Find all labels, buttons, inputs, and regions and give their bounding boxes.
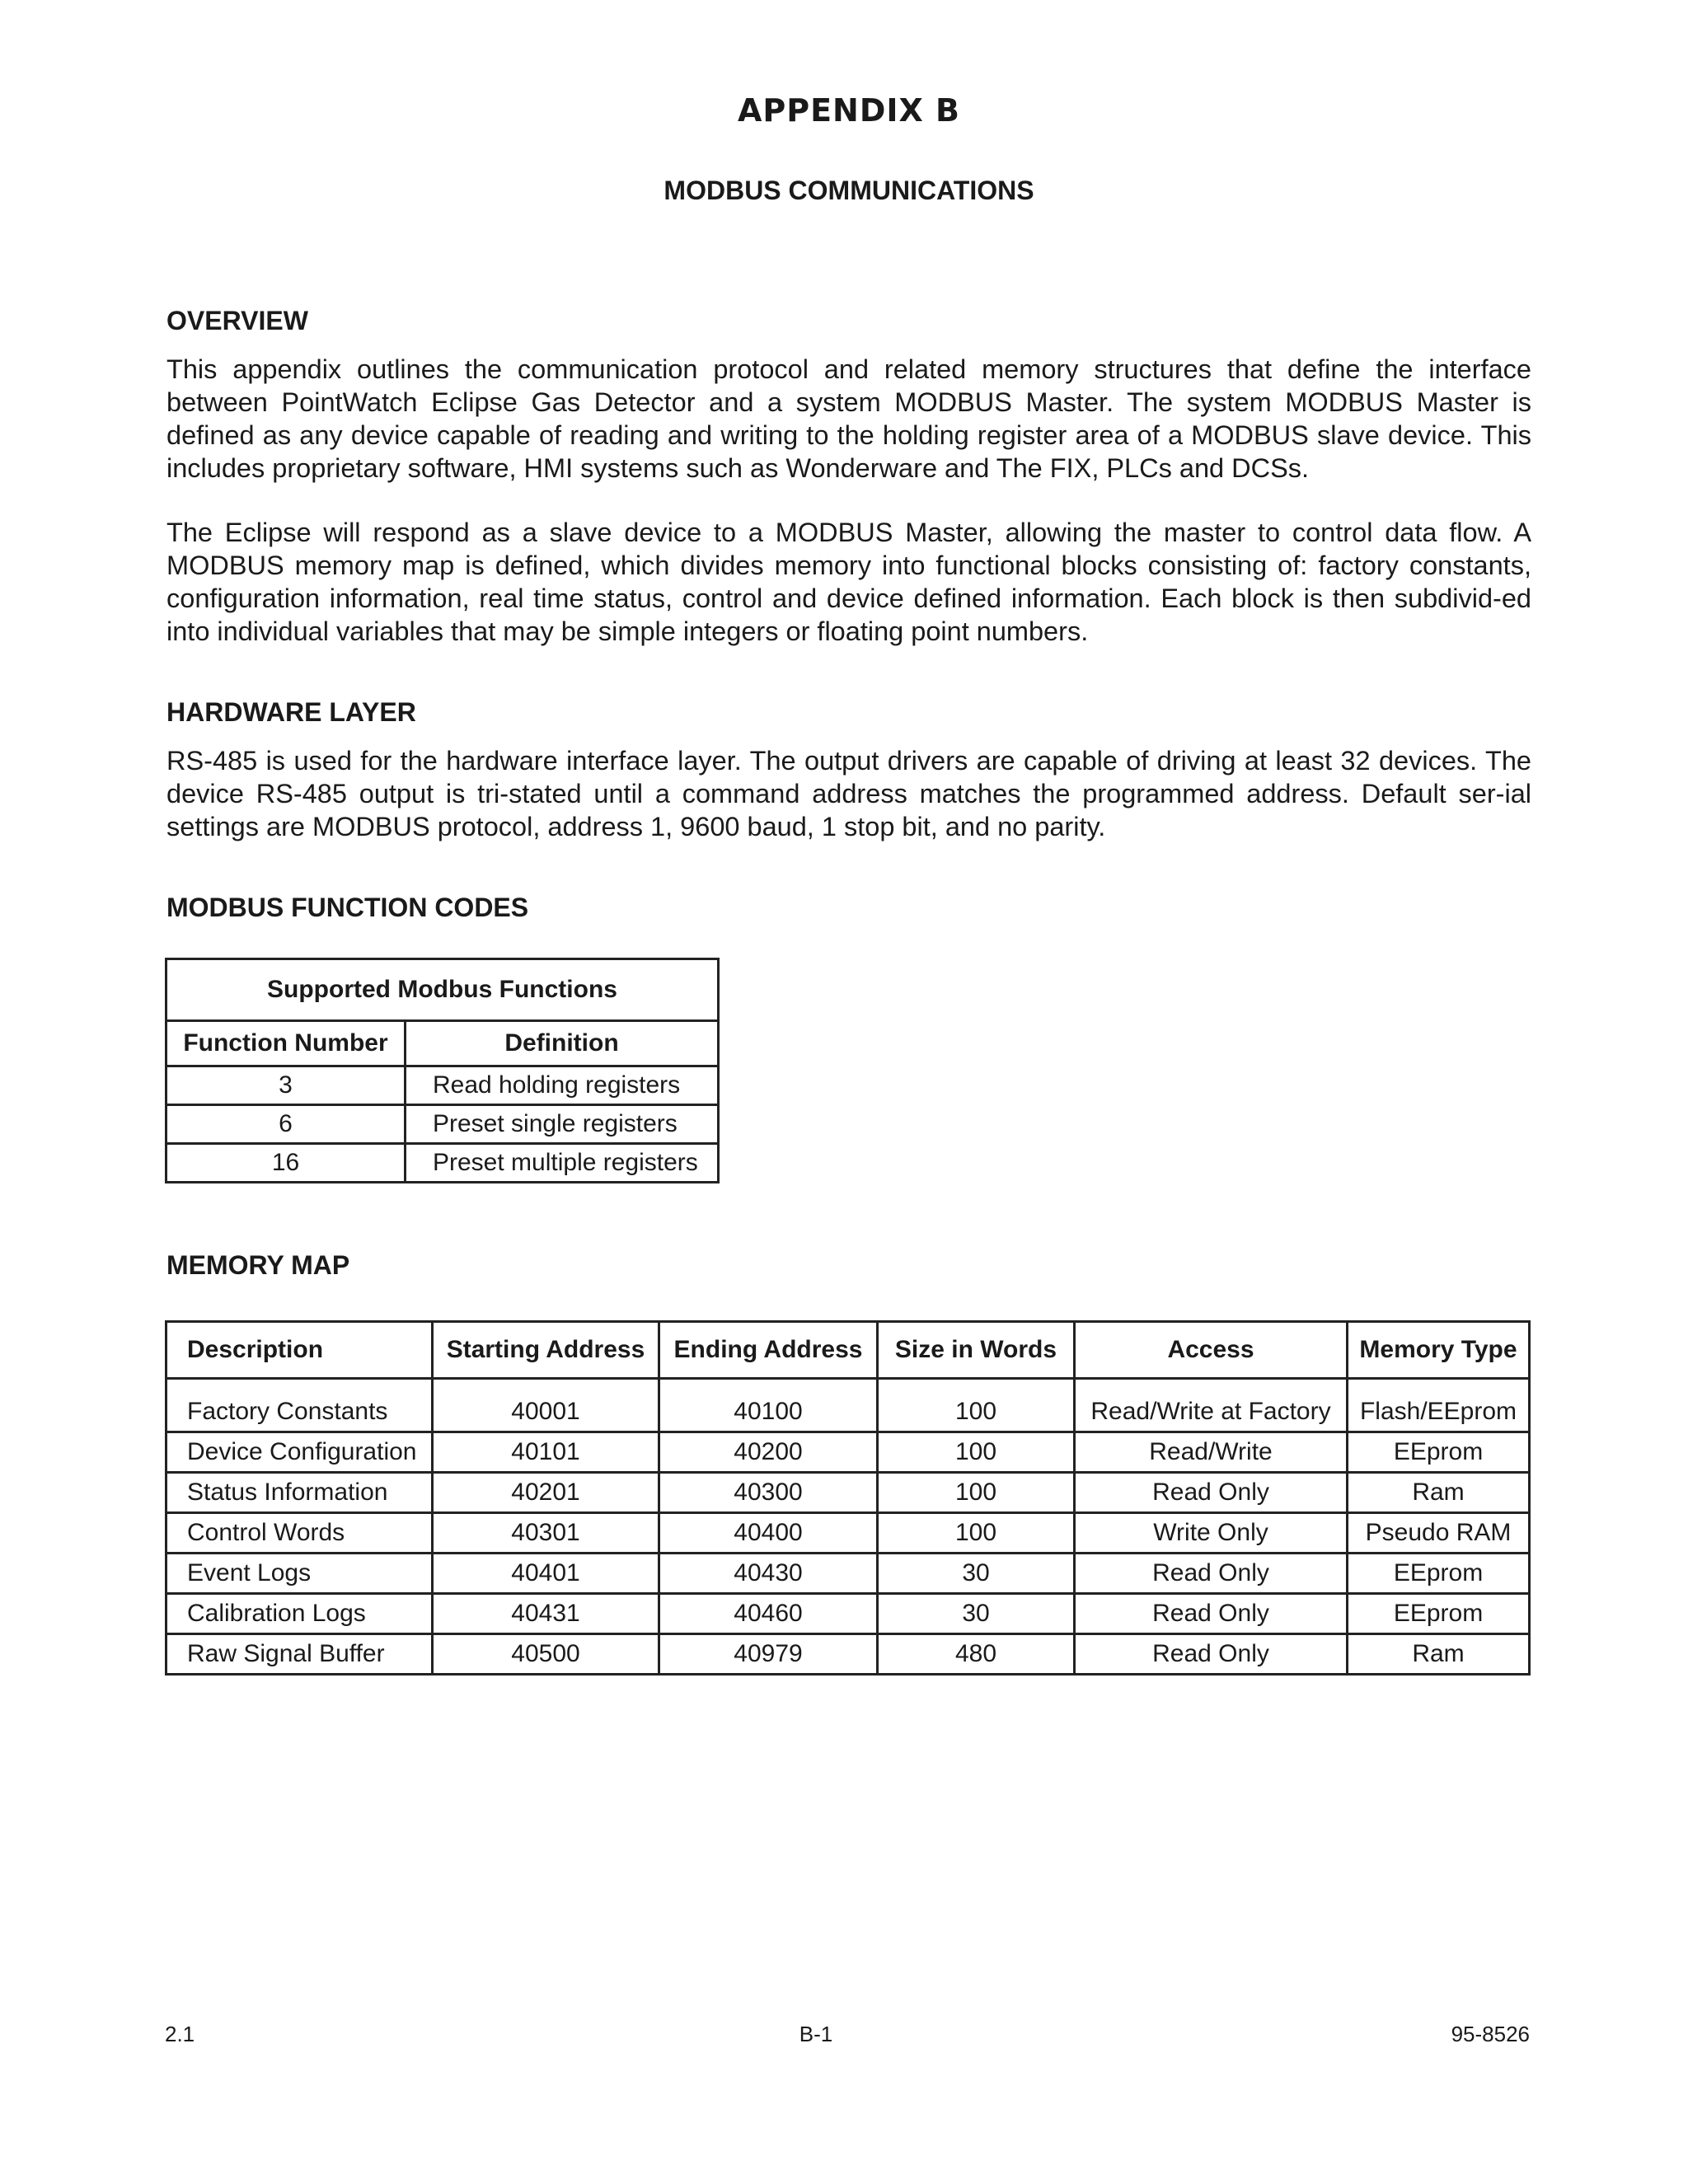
table-row <box>166 1066 719 1105</box>
size-cell: 100 <box>878 1379 1075 1432</box>
memory-type-cell: EEprom <box>1348 1554 1530 1594</box>
size-cell: 30 <box>878 1554 1075 1594</box>
supported-functions-table <box>165 958 720 1183</box>
overview-paragraph-1: This appendix outlines the communication protocol and related memory structures that define the interface between PointWatch Eclipse Gas Detector and a system MODBUS Master. The system MODBUS Master is defined as any device capable of reading and writing to the holding register area of a MODBUS slave device. This includes proprietary software, HMI systems such as Wonderware and The FIX, PLCs and DCSs. <box>166 354 1531 483</box>
function-number: 3 <box>166 1066 406 1105</box>
overview-paragraph-2: The Eclipse will respond as a slave device to a MODBUS Master, allowing the master to control data flow. A MODBUS memory map is defined, which divides memory into functional blocks consisting of: factory constants, configuration information, real time status, control and device defined information. Each block is then subdivid-ed into individual variables that may be simple integers or floating point numbers. <box>166 518 1531 646</box>
ending-address-cell: 40979 <box>659 1634 878 1675</box>
column-header-definition: Definition <box>406 1021 719 1066</box>
access-cell: Read Only <box>1075 1473 1348 1513</box>
column-header-size-in-words: Size in Words <box>878 1322 1075 1379</box>
function-definition: Preset single registers <box>406 1105 719 1144</box>
footer-revision: 2.1 <box>165 2022 195 2046</box>
starting-address-cell: 40201 <box>433 1473 659 1513</box>
description-cell: Control Words <box>166 1513 433 1554</box>
ending-address-cell: 40400 <box>659 1513 878 1554</box>
document-subtitle: MODBUS COMMUNICATIONS <box>663 176 1034 205</box>
memory-type-cell: Ram <box>1348 1473 1530 1513</box>
memory-type-cell: Flash/EEprom <box>1348 1379 1530 1432</box>
memory-map-heading: MEMORY MAP <box>166 1250 350 1280</box>
memory-type-cell: EEprom <box>1348 1594 1530 1634</box>
starting-address-cell: 40401 <box>433 1554 659 1594</box>
table-row <box>166 1473 1530 1513</box>
column-header-ending-address: Ending Address <box>659 1322 878 1379</box>
ending-address-cell: 40100 <box>659 1379 878 1432</box>
function-number: 16 <box>166 1144 406 1183</box>
starting-address-cell: 40301 <box>433 1513 659 1554</box>
memory-type-cell: Ram <box>1348 1634 1530 1675</box>
table-row <box>166 1144 719 1183</box>
table-caption: Supported Modbus Functions <box>166 959 719 1021</box>
function-definition: Read holding registers <box>406 1066 719 1105</box>
ending-address-cell: 40300 <box>659 1473 878 1513</box>
description-cell: Raw Signal Buffer <box>166 1634 433 1675</box>
memory-type-cell: Pseudo RAM <box>1348 1513 1530 1554</box>
starting-address-cell: 40500 <box>433 1634 659 1675</box>
starting-address-cell: 40431 <box>433 1594 659 1634</box>
column-header-access: Access <box>1075 1322 1348 1379</box>
function-definition: Preset multiple registers <box>406 1144 719 1183</box>
access-cell: Read/Write <box>1075 1432 1348 1473</box>
function-codes-heading: MODBUS FUNCTION CODES <box>166 893 529 922</box>
table-row <box>166 1554 1530 1594</box>
table-row <box>166 1379 1530 1432</box>
size-cell: 30 <box>878 1594 1075 1634</box>
table-row <box>166 1432 1530 1473</box>
column-header-memory-type: Memory Type <box>1348 1322 1530 1379</box>
column-header-description: Description <box>166 1322 433 1379</box>
column-header-starting-address: Starting Address <box>433 1322 659 1379</box>
table-row <box>166 1634 1530 1675</box>
access-cell: Read Only <box>1075 1554 1348 1594</box>
size-cell: 100 <box>878 1513 1075 1554</box>
size-cell: 480 <box>878 1634 1075 1675</box>
function-number: 6 <box>166 1105 406 1144</box>
starting-address-cell: 40101 <box>433 1432 659 1473</box>
hardware-layer-heading: HARDWARE LAYER <box>166 697 416 727</box>
memory-type-cell: EEprom <box>1348 1432 1530 1473</box>
ending-address-cell: 40430 <box>659 1554 878 1594</box>
hardware-layer-paragraph: RS-485 is used for the hardware interface layer. The output drivers are capable of driving at least 32 devices. The device RS-485 output is tri-stated until a command address matches the programmed address. Default ser-ial settings are MODBUS protocol, address 1, 9600 baud, 1 stop bit, and no parity. <box>166 746 1531 841</box>
size-cell: 100 <box>878 1473 1075 1513</box>
footer-page-number: B-1 <box>799 2022 833 2046</box>
memory-map-table <box>165 1320 1531 1675</box>
access-cell: Write Only <box>1075 1513 1348 1554</box>
ending-address-cell: 40200 <box>659 1432 878 1473</box>
description-cell: Status Information <box>166 1473 433 1513</box>
access-cell: Read Only <box>1075 1594 1348 1634</box>
description-cell: Event Logs <box>166 1554 433 1594</box>
table-row <box>166 1513 1530 1554</box>
size-cell: 100 <box>878 1432 1075 1473</box>
appendix-title: APPENDIX B <box>737 92 961 129</box>
access-cell: Read/Write at Factory <box>1075 1379 1348 1432</box>
description-cell: Device Configuration <box>166 1432 433 1473</box>
table-row <box>166 1105 719 1144</box>
description-cell: Calibration Logs <box>166 1594 433 1634</box>
starting-address-cell: 40001 <box>433 1379 659 1432</box>
column-header-function-number: Function Number <box>166 1021 406 1066</box>
ending-address-cell: 40460 <box>659 1594 878 1634</box>
access-cell: Read Only <box>1075 1634 1348 1675</box>
overview-heading: OVERVIEW <box>166 306 308 335</box>
description-cell: Factory Constants <box>166 1379 433 1432</box>
footer-document-number: 95-8526 <box>1451 2022 1530 2046</box>
table-row <box>166 1594 1530 1634</box>
